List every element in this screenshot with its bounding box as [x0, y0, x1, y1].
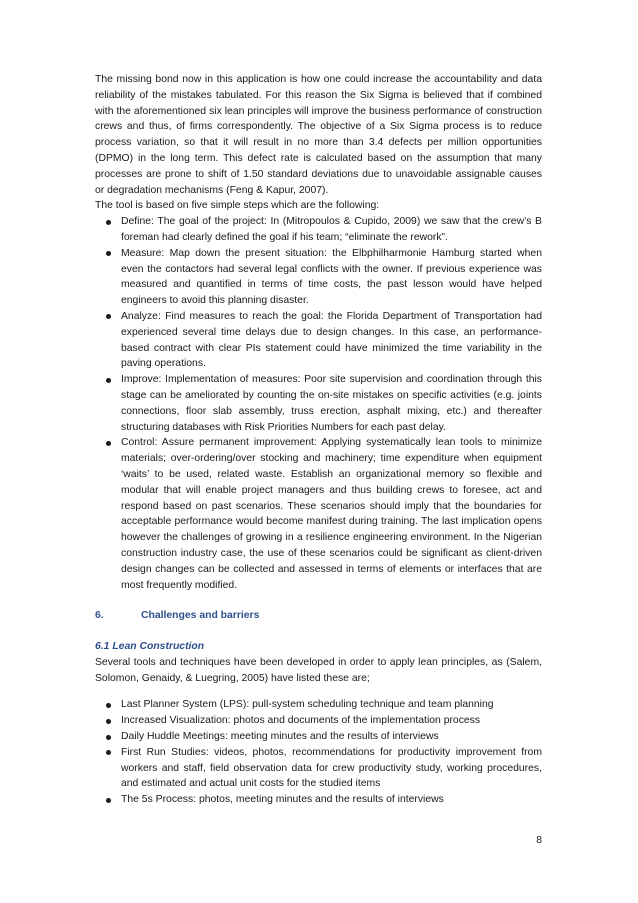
spacer	[95, 686, 542, 697]
tool-visualization: Increased Visualization: photos and documents of the implementation process	[121, 715, 481, 727]
step-measure: Measure: Map down the present situation: the Elbphilharmonie Hamburg started when even the contactors had several legal conflicts with the owner. If previous experience was measured and quantified in terms of time costs, the past lesson would have helped engineers to avoid this planning disaster.	[121, 247, 542, 307]
list-item	[95, 435, 542, 593]
section-title: Challenges and barriers	[141, 610, 260, 622]
list-item	[95, 214, 542, 246]
intro-paragraph: The missing bond now in this application is how one could increase the accountability and data reliability of the mistakes tabulated. For this reason the Six Sigma is believed that if combined with the aforementioned six lean principles will improve the business performance of construction crews and thus, of firms correspondently. The objective of a Six Sigma process is to reduce process variation, so that it will result in no more than 3.4 defects per million opportunities (DPMO) in the long term. This defect rate is calculated based on the assumption that many processes are prone to shift of 1.50 standard deviations due to unavoidable assignable causes or degradation mechanisms (Feng & Kapur, 2007).	[95, 74, 542, 196]
list-item	[95, 372, 542, 435]
tool-first-run: First Run Studies: videos, photos, recommendations for productivity improvement from workers and staff, field observation data for crew productivity study, working procedures, and estimated and actual unit costs for the studied items	[121, 746, 542, 790]
bullet-icon	[106, 441, 111, 446]
step-analyze: Analyze: Find measures to reach the goal: the Florida Department of Transportation had experienced several time delays due to design changes. In this case, an performance-based contract with clear PIs statement could have minimized the time variability in the paving operations.	[121, 310, 542, 370]
bullet-icon	[106, 735, 111, 740]
bullet-icon	[106, 750, 111, 755]
bullet-icon	[106, 703, 111, 708]
step-define: Define: The goal of the project: In (Mitropoulos & Cupido, 2009) we saw that the crew’s B foreman had clearly defined the goal if his team; “eliminate the rework”.	[121, 216, 542, 243]
tool-5s: The 5s Process: photos, meeting minutes and the results of interviews	[121, 794, 444, 806]
step-control: Control: Assure permanent improvement: Applying systematically lean tools to minimize materials; over-ordering/over stocking and machinery; time expenditure when equipment ‘waits’ to be used, related waste. Establish an organizational memory so flexible and modular that will enable project managers and thus building crews to foresee, act and respond based on past scenarios. These scenarios should imply that the boundaries for acceptable performance would become manifest during training. The last implication opens however the challenges of growing in a resilience engineering environment. In the Nigerian construction industry case, the use of these scenarios could be significant as client-driven design changes can be collected and assessed in terms of elements or interfaces that are most frequently modified.	[121, 437, 542, 591]
list-item	[95, 713, 542, 729]
bullet-icon	[106, 314, 111, 319]
list-item	[95, 697, 542, 713]
list-item	[95, 792, 542, 808]
steps-intro: The tool is based on five simple steps which are the following:	[95, 200, 380, 212]
six-sigma-steps-list	[95, 214, 542, 593]
page-number: 8	[536, 835, 542, 846]
lean-tools-list	[95, 697, 542, 808]
subsection-heading: 6.1 Lean Construction	[95, 641, 205, 653]
list-item	[95, 309, 542, 372]
tool-lps: Last Planner System (LPS): pull-system scheduling technique and team planning	[121, 699, 494, 711]
list-item	[95, 246, 542, 309]
list-item	[95, 729, 542, 745]
section-heading	[95, 608, 542, 624]
subsection-paragraph: Several tools and techniques have been developed in order to apply lean principles, as (Salem, Solomon, Genaidy, & Luegring, 2005) have listed these are;	[95, 656, 542, 684]
bullet-icon	[106, 719, 111, 724]
step-improve: Improve: Implementation of measures: Poor site supervision and coordination through this stage can be ameliorated by counting the on-site mistakes on specific activities (e.g. joints connections, floor slab assembly, truss erection, asphalt mixing, etc.) and thereafter structuring databases with Risk Priorities Numbers for each past delay.	[121, 374, 542, 433]
section-number: 6.	[95, 610, 104, 622]
document-page	[95, 72, 542, 808]
tool-daily-huddle: Daily Huddle Meetings: meeting minutes and the results of interviews	[121, 731, 439, 743]
bullet-icon	[106, 251, 111, 256]
bullet-icon	[106, 798, 111, 803]
list-item	[95, 745, 542, 792]
bullet-icon	[106, 220, 111, 225]
bullet-icon	[106, 378, 111, 383]
